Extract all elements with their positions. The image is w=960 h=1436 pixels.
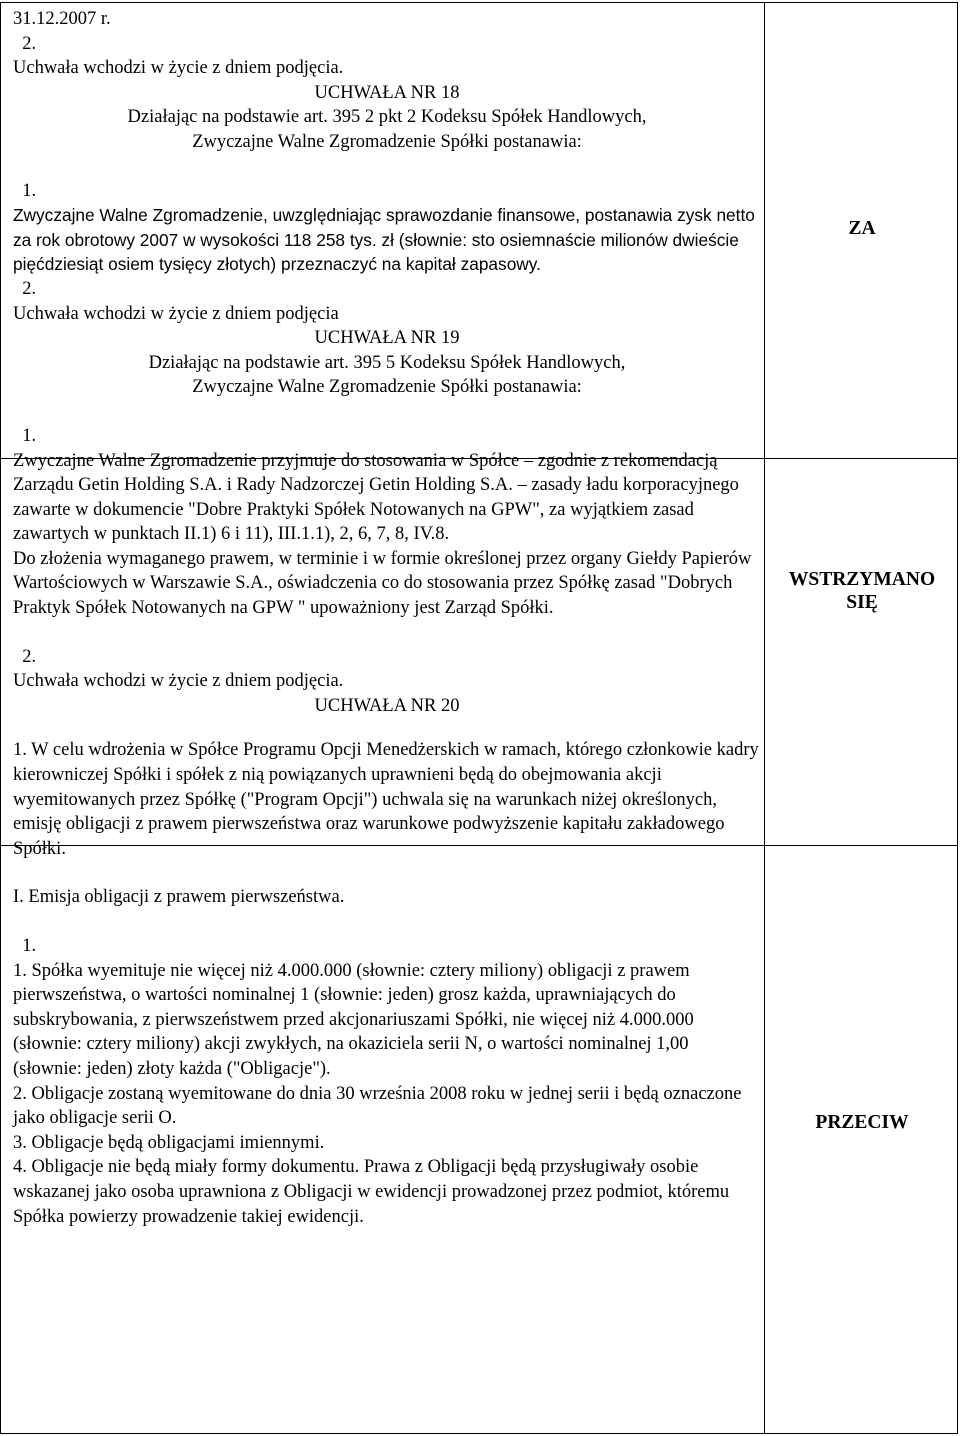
paragraph: 4. Obligacje nie będą miały formy dokumentu. Prawa z Obligacji będą przysługiwały osobie wskazanej jako osoba uprawniona z Obligacji w ewidencji prowadzonej przez podmiot, któremu Spółka powierzy prowadzenie takiej ewidencji. (13, 1157, 730, 1227)
spacer (13, 861, 761, 885)
paragraph: Zwyczajne Walne Zgromadzenie Spółki postanawia: (192, 131, 582, 152)
paragraph: 1. Spółka wyemituje nie więcej niż 4.000.000 (słownie: cztery miliony) obligacji z prawem pierwszeństwa, o wartości nominalnej 1 (słownie: jeden) grosz każda, uprawniających do subskrybowania, z pierwszeństwem przed akcjonariuszami Spółki, nie więcej niż 4.000.000 (słownie: cztery miliony) akcji zwykłych, na okaziciela serii N, o wartości nominalnej 1,00 (słownie: jeden) złoty każda ("Obligacje"). (13, 960, 694, 1079)
column-divider (764, 3, 765, 1433)
paragraph: Działając na podstawie art. 395 5 Kodeksu Spółek Handlowych, (148, 352, 626, 373)
spacer (13, 400, 761, 424)
paragraph: 3. Obligacje będą obligacjami imiennymi. (13, 1132, 325, 1153)
paragraph: Zwyczajne Walne Zgromadzenie, uwzględniając sprawozdanie finansowe, postanawia zysk netto za rok obrotowy 2007 w wysokości 118 258 tys. zł (słownie: sto osiemnaście milionów dwieście pięćdziesiąt osiem tysięcy złotych) przeznaczyć na kapitał zapasowy. (13, 205, 755, 275)
paragraph: Uchwała wchodzi w życie z dniem podjęcia. (13, 58, 344, 79)
paragraph: Działając na podstawie art. 395 2 pkt 2 Kodeksu Spółek Handlowych, (127, 107, 647, 128)
section-marker: 2. (13, 646, 37, 667)
paragraph: UCHWAŁA NR 19 (314, 328, 460, 349)
paragraph: Do złożenia wymaganego prawem, w terminie i w formie określonej przez organy Giełdy Papierów Wartościowych w Warszawie S.A., oświadczenia co do stosowania przez Spółkę zasad "Dobrych Praktyk Spółek Notowanych na GPW " upoważniony jest Zarząd Spółki. (13, 548, 752, 619)
paragraph: Uchwała wchodzi w życie z dniem podjęcia. (13, 671, 344, 692)
section-marker: 2. (13, 278, 37, 299)
paragraph: 31.12.2007 r. (13, 9, 111, 29)
paragraph: UCHWAŁA NR 18 (314, 82, 460, 103)
paragraph: 1. W celu wdrożenia w Spółce Programu Opcji Menedżerskich w ramach, którego członkowie kadry kierowniczej Spółki i spółek z nią powiązanych uprawnieni będą do obejmowania akcji wyemitowanych przez Spółkę ("Program Opcji") uchwala się na warunkach niżej określonych, emisję obligacji z prawem pierwszeństwa oraz warunkowe podwyższenie kapitału zakładowego Spółki. (13, 740, 759, 859)
section-marker: 1. (13, 180, 37, 201)
vote-przeciw: PRZECIW (815, 1112, 909, 1133)
section-marker: 1. (13, 936, 37, 956)
paragraph: Zwyczajne Walne Zgromadzenie Spółki postanawia: (192, 377, 582, 398)
spacer (13, 621, 761, 645)
section-marker: 2. (13, 33, 37, 54)
vote-wstrzymano: WSTRZYMANO SIĘ (788, 569, 936, 613)
section-marker: 1. (13, 425, 37, 446)
spacer (13, 718, 761, 738)
paragraph: UCHWAŁA NR 20 (314, 695, 460, 716)
paragraph: 2. Obligacje zostaną wyemitowane do dnia 30 września 2008 roku w jednej serii i będą oznaczone jako obligacje serii O. (13, 1083, 742, 1129)
spacer (13, 910, 761, 934)
resolutions-text (13, 7, 761, 1229)
vote-za: ZA (848, 218, 876, 239)
paragraph: I. Emisja obligacji z prawem pierwszeństwa. (13, 887, 345, 908)
resolution-table (0, 2, 958, 1434)
paragraph: Zwyczajne Walne Zgromadzenie przyjmuje do stosowania w Spółce – zgodnie z rekomendacją Zarządu Getin Holding S.A. i Rady Nadzorczej Getin Holding S.A. – zasady ładu korporacyjnego zawarte w dokumencie "Dobre Praktyki Spółek Notowanych na GPW", za wyjątkiem zasad zawartych w punktach II.1) 6 i 11), III.1.1), 2, 6, 7, 8, IV.8. (13, 450, 739, 545)
spacer (13, 155, 761, 179)
paragraph: Uchwała wchodzi w życie z dniem podjęcia (13, 303, 339, 324)
